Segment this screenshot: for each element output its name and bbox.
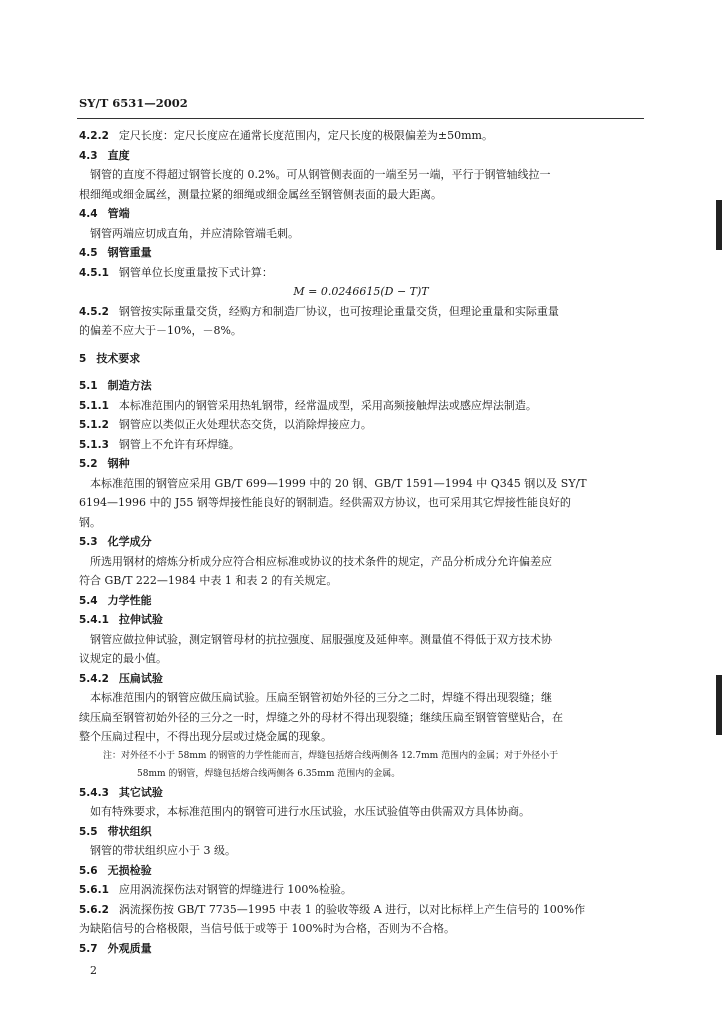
section-title: 管端	[107, 207, 130, 220]
clause-number: 4.5	[79, 247, 98, 259]
section-title: 压扁试验	[118, 671, 163, 685]
paragraph-line	[79, 263, 643, 283]
clause-number: 5.5	[79, 825, 98, 838]
clause-number: 4.5.2	[79, 305, 109, 318]
clause-number: 4.2.2	[79, 130, 109, 142]
clause-number: 5.2	[79, 458, 98, 470]
paragraph-text: 根细绳或细金属丝，测量拉紧的细绳或细金属丝至钢管侧表面的最大距离。	[79, 187, 442, 201]
paragraph-line	[79, 415, 643, 435]
paragraph-text: 符合 GB/T 222—1984 中表 1 和表 2 的有关规定。	[79, 574, 338, 587]
note-text: 58mm 的钢管，焊缝包括熔合线两侧各 6.35mm 范围内的金属。	[137, 768, 401, 779]
page-number: 2	[90, 964, 97, 977]
clause-number: 5.3	[79, 536, 98, 548]
section-heading	[79, 591, 643, 611]
paragraph-text: 应用涡流探伤法对钢管的焊缝进行 100%检验。	[118, 883, 352, 896]
section-heading	[79, 376, 643, 396]
section-heading	[79, 861, 643, 881]
paragraph-line	[79, 802, 643, 822]
clause-number: 5.7	[79, 942, 98, 955]
section-title: 化学成分	[107, 535, 152, 548]
paragraph-text: 钢管应以类似正火处理状态交货，以消除焊接应力。	[118, 418, 372, 431]
paragraph-line	[79, 185, 643, 205]
clause-number: 5	[79, 352, 87, 365]
paragraph-line	[79, 224, 643, 244]
paragraph-text: 定尺长度：定尺长度应在通常长度范围内，定尺长度的极限偏差为±50mm。	[118, 129, 493, 142]
paragraph-line	[79, 880, 643, 900]
section-title: 带状组织	[107, 824, 152, 838]
section-heading	[79, 669, 643, 689]
paragraph-text: 钢管两端应切成直角，并应清除管端毛刺。	[90, 226, 299, 240]
paragraph-text: 本标准范围内的钢管采用热轧钢带，经常温成型，采用高频接触焊法或感应焊法制造。	[118, 398, 537, 412]
paragraph-text: 钢管按实际重量交货，经购方和制造厂协议，也可按理论重量交货，但理论重量和实际重量	[118, 304, 559, 318]
paragraph-line	[79, 571, 643, 591]
section-gap	[79, 368, 643, 376]
clause-number: 5.4	[79, 594, 98, 607]
paragraph-text: 钢。	[79, 515, 101, 529]
section-heading	[79, 783, 643, 803]
section-heading	[79, 610, 643, 630]
paragraph-line	[79, 493, 643, 513]
paragraph-text: 所选用钢材的熔炼分析成分应符合相应标准或协议的技术条件的规定，产品分析成分允许偏差应	[90, 554, 552, 568]
paragraph-line	[79, 126, 643, 146]
paragraph-text: 钢管应做拉伸试验，测定钢管母材的抗拉强度、屈服强度及延伸率。测量值不得低于双方技术协	[90, 632, 552, 646]
clause-number: 5.6.2	[79, 903, 109, 916]
paragraph-text: 钢管单位长度重量按下式计算：	[118, 265, 273, 279]
section-title: 拉伸试验	[118, 613, 163, 626]
paragraph-text: 钢管的直度不得超过钢管长度的 0.2%。可从钢管侧表面的一端至另一端，平行于钢管轴线拉一	[90, 168, 551, 181]
clause-number: 5.1.3	[79, 438, 109, 451]
note-line	[79, 765, 643, 783]
paragraph-text: 本标准范围的钢管应采用 GB/T 699—1999 中的 20 钢、GB/T 1591—1994 中 Q345 钢以及 SY/T	[90, 476, 587, 490]
section-title: 钢管重量	[107, 246, 152, 259]
section-heading	[79, 349, 643, 369]
paragraph-text: 钢管上不允许有环焊缝。	[118, 437, 240, 451]
binding-mark	[716, 200, 722, 250]
paragraph-line	[79, 321, 643, 341]
section-title: 直度	[107, 148, 130, 162]
section-title: 技术要求	[96, 351, 141, 365]
paragraph-text: 议规定的最小值。	[79, 652, 167, 665]
section-heading	[79, 243, 643, 263]
paragraph-line	[79, 708, 643, 728]
paragraph-line	[79, 552, 643, 572]
paragraph-line	[79, 727, 643, 747]
paragraph-line	[79, 688, 643, 708]
paragraph-line	[79, 841, 643, 861]
paragraph-line	[79, 165, 643, 185]
clause-number: 5.4.1	[79, 614, 109, 626]
note-text: 注：对外径不小于 58mm 的钢管的力学性能而言，焊缝包括熔合线两侧各 12.7mm 范围内的金属；对于外径小于	[103, 750, 559, 761]
paragraph-text: 的偏差不应大于－10%，－8%。	[79, 324, 242, 337]
paragraph-line	[79, 302, 643, 322]
clause-number: 5.6.1	[79, 884, 109, 896]
section-title: 钢种	[107, 457, 130, 470]
note-line	[79, 747, 643, 765]
section-title: 其它试验	[118, 785, 163, 799]
clause-number: 5.1	[79, 380, 98, 392]
paragraph-line	[79, 513, 643, 533]
paragraph-text: 本标准范围内的钢管应做压扁试验。压扁至钢管初始外径的三分之二时，焊缝不得出现裂缝；继	[90, 691, 552, 704]
section-heading	[79, 532, 643, 552]
clause-number: 4.3	[79, 149, 98, 162]
section-heading	[79, 146, 643, 166]
paragraph-text: 6194—1996 中的 J55 钢等焊接性能良好的钢制造。经供需双方协议，也可采用其它焊接性能良好的	[79, 496, 571, 509]
clause-number: 5.4.3	[79, 786, 109, 799]
clause-number: 5.4.2	[79, 672, 109, 685]
formula: M = 0.0246615(D − T)T	[293, 285, 429, 298]
paragraph-text: 整个压扁过程中，不得出现分层或过烧金属的现象。	[79, 730, 332, 743]
binding-mark	[716, 675, 722, 735]
section-heading	[79, 454, 643, 474]
clause-number: 5.1.1	[79, 399, 109, 412]
paragraph-text: 如有特殊要求，本标准范围内的钢管可进行水压试验，水压试验值等由供需双方具体协商。	[90, 805, 530, 818]
paragraph-line	[79, 435, 643, 455]
section-title: 外观质量	[107, 941, 152, 955]
document-body	[79, 126, 643, 958]
clause-number: 4.5.1	[79, 266, 109, 279]
paragraph-text: 续压扁至钢管初始外径的三分之一时，焊缝之外的母材不得出现裂缝；继续压扁至钢管管壁贴合，在	[79, 710, 563, 724]
section-heading	[79, 939, 643, 959]
paragraph-line	[79, 900, 643, 920]
paragraph-text: 涡流探伤按 GB/T 7735—1995 中表 1 的验收等级 A 进行，以对比标样上产生信号的 100%作	[118, 902, 586, 916]
header-rule	[77, 118, 644, 119]
standard-header: SY/T 6531—2002	[79, 96, 188, 110]
paragraph-line	[79, 630, 643, 650]
section-title: 无损检验	[107, 863, 152, 877]
section-heading	[79, 204, 643, 224]
clause-number: 5.6	[79, 864, 98, 877]
section-title: 制造方法	[107, 379, 152, 392]
paragraph-text: 钢管的带状组织应小于 3 级。	[90, 844, 236, 857]
paragraph-line	[79, 649, 643, 669]
section-heading	[79, 822, 643, 842]
paragraph-line	[79, 919, 643, 939]
clause-number: 5.1.2	[79, 419, 109, 431]
section-title: 力学性能	[107, 593, 152, 607]
paragraph-text: 为缺陷信号的合格极限，当信号低于或等于 100%时为合格，否则为不合格。	[79, 922, 455, 935]
paragraph-line	[79, 474, 643, 494]
clause-number: 4.4	[79, 208, 98, 220]
paragraph-line	[79, 396, 643, 416]
section-gap	[79, 341, 643, 349]
